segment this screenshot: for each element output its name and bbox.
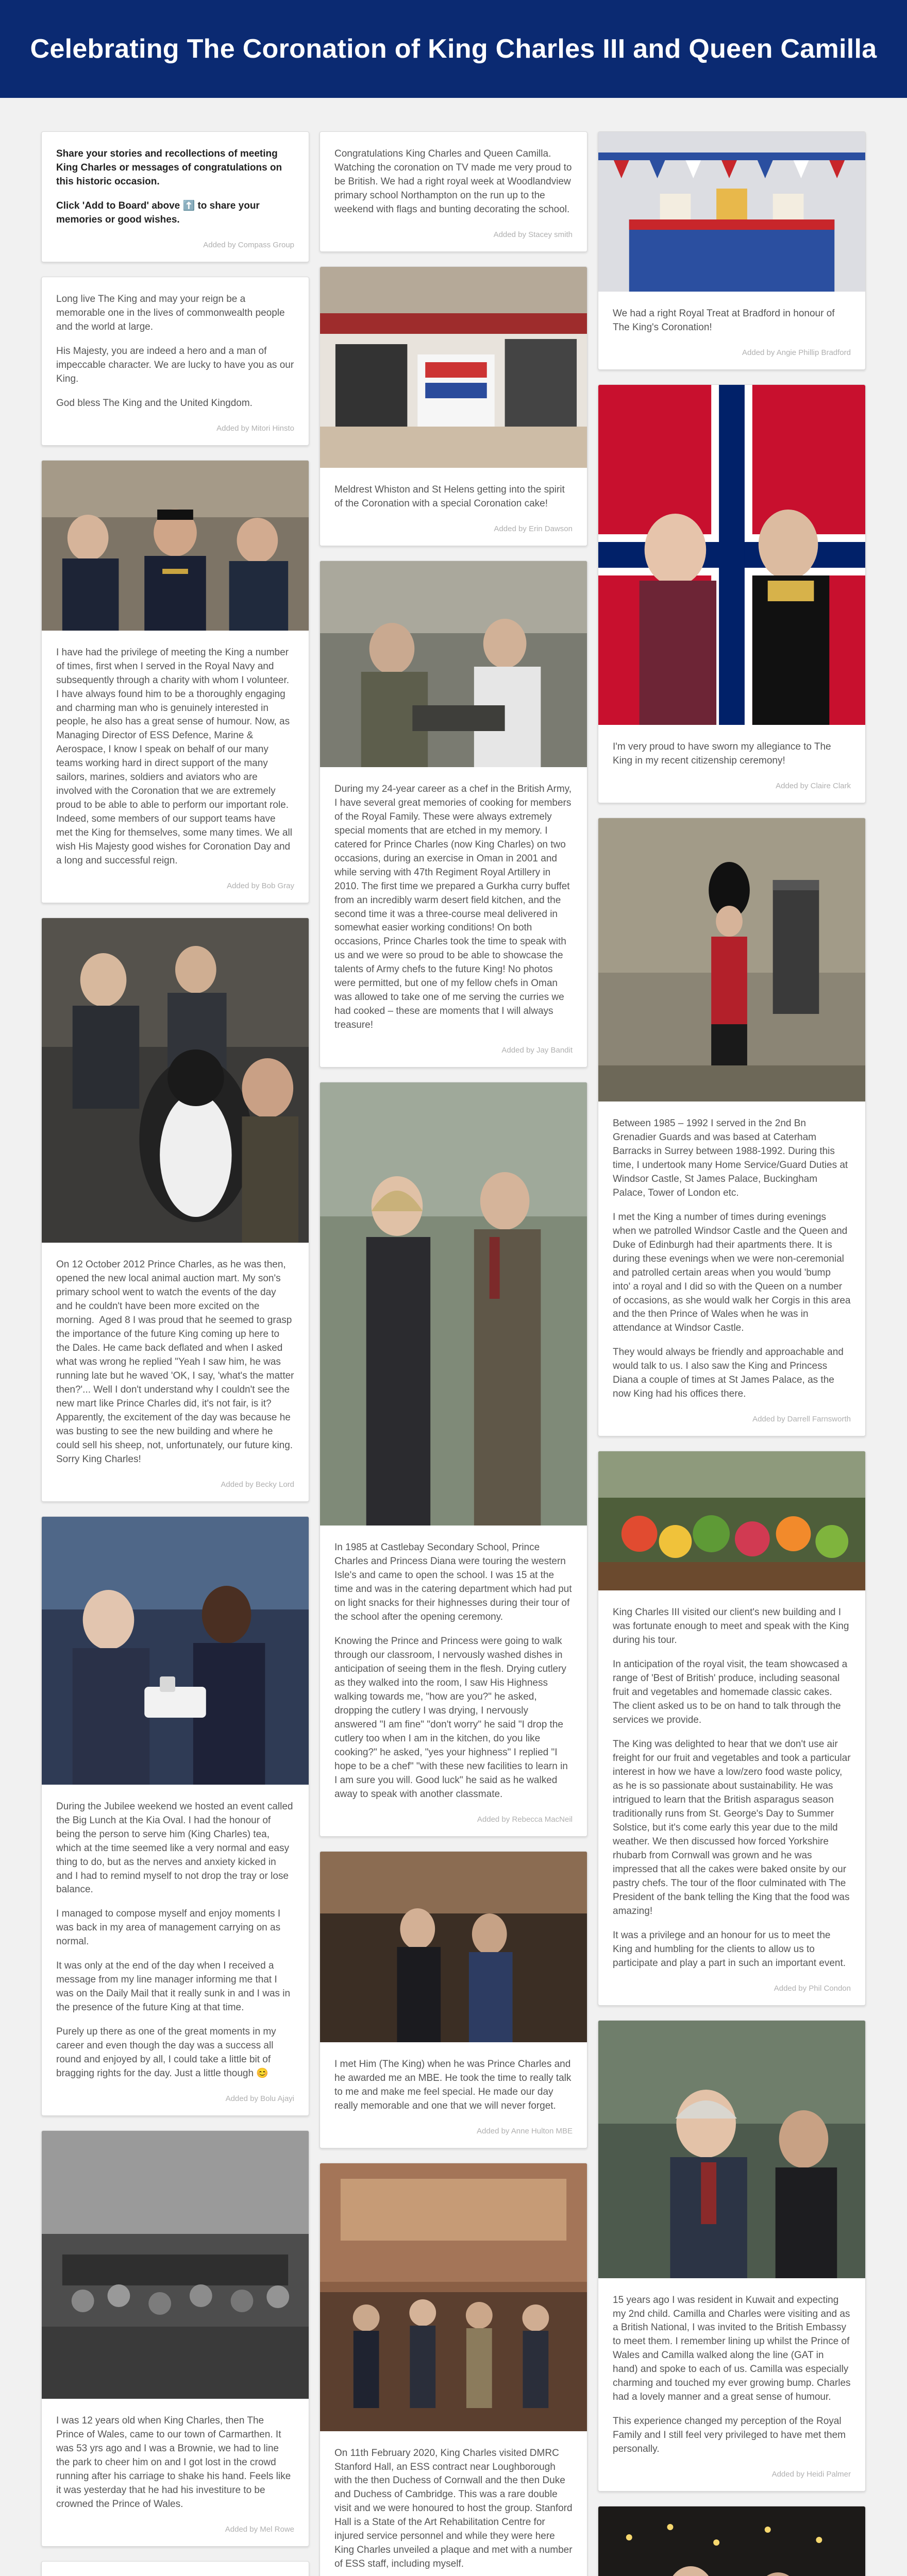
post-author: Added by Mel Rowe bbox=[225, 2524, 294, 2534]
post-body bbox=[42, 1243, 309, 1475]
post-card-woodlands[interactable] bbox=[320, 131, 587, 252]
post-paragraph: I managed to compose myself and enjoy moments I was back in my area of management carrying on as normal. bbox=[56, 1908, 283, 1947]
post-card-grenadier[interactable] bbox=[598, 818, 866, 1436]
post-author: Added by Heidi Palmer bbox=[771, 2470, 851, 2479]
penguin-photo[interactable] bbox=[42, 918, 309, 1243]
post-body bbox=[320, 2042, 587, 2122]
post-body bbox=[598, 292, 865, 343]
column-middle bbox=[320, 131, 587, 2576]
post-body bbox=[598, 2278, 865, 2465]
post-paragraph: 15 years ago I was resident in Kuwait and expecting my 2nd child. Camilla and Charles were visiting and as a British National, I was invited to the British Embassy to meet them. I remember lining up whilst the Prince of Wales and Camilla walked along the line (GAT in hand) and spoke to each of us. Camilla was especially charming and touched my ever growing bump. Charles had a lovely manner and a great sense of humour. bbox=[613, 2294, 853, 2403]
post-paragraph: The King was delighted to hear that we don't use air freight for our fruit and vegetables and took a particular interest in how we have a low/zero food waste policy, as he is so passionate about sustainability. He was intrigued to learn that the British asparagus season traditionally runs from St. George's Day to Summer Solstice, but it's come early this year due to the mild weather. We then discussed how forced Yorkshire rhubarb from Cornwall was grown and he was impressed that all the cakes were baked onsite by our pastry chefs. The tour of the floor culminated with The President of the bank telling the King that the food was amazing! bbox=[613, 1739, 853, 1917]
post-card-privilege[interactable] bbox=[41, 460, 309, 904]
post-paragraph: Share your stories and recollections of meeting King Charles or messages of congratulations on this historic occasion. bbox=[56, 148, 285, 187]
post-paragraph: In anticipation of the royal visit, the team showcased a range of 'Best of British' produce, including seasonal fruit and vegetables and homemade classic cakes. The client asked us to be on hand to talk through the services we provide. bbox=[613, 1659, 850, 1726]
post-paragraph: In 1985 at Castlebay Secondary School, Prince Charles and Princess Diana were touring the western Isle's and came to open the school. I was 15 at the time and was in the catering department which had put on light snacks for their highnesses during their tour of the school after the opening ceremony. bbox=[334, 1542, 575, 1623]
grenadier-guard-photo[interactable] bbox=[598, 818, 865, 1101]
carmarthen-crowd-photo[interactable] bbox=[42, 2131, 309, 2399]
post-paragraph: Knowing the Prince and Princess were going to walk through our classroom, I nervously washed dishes in anticipation of seeing them in the flesh. Drying cutlery as they walked into the room, I saw His Highness walking towards me, "how are you?" he asked, dropping the cutlery I was drying, I nervously answered "I am fine" "don't worry" he said "I drop the cutlery too when I am in the kitchen, do you like cooking?" he asked, "yes your highness" I replied "I hope to be a chef" "with these new facilities to learn in I am sure you will. Good luck" he said as he walked away to speak with another classmate. bbox=[334, 1636, 571, 1800]
post-card-christmas[interactable] bbox=[598, 2506, 866, 2576]
post-card-army-chef[interactable] bbox=[320, 561, 587, 1067]
post-card-kuwait[interactable] bbox=[598, 2020, 866, 2492]
post-card-stanford[interactable] bbox=[320, 2163, 587, 2576]
post-body bbox=[320, 468, 587, 519]
post-paragraph: I met Him (The King) when he was Prince Charles and he awarded me an MBE. He took the time to really talk to me and make me feel special. He made our day really memorable and one that we will never forget. bbox=[334, 2058, 574, 2111]
post-author: Added by Mitori Hinsto bbox=[216, 423, 294, 433]
jubilee-lunch-photo[interactable] bbox=[42, 1517, 309, 1785]
post-author: Added by Compass Group bbox=[203, 240, 294, 249]
post-card-mbe[interactable] bbox=[320, 1851, 587, 2148]
post-body bbox=[320, 2431, 587, 2576]
post-author: Added by Phil Condon bbox=[774, 1984, 851, 1993]
post-author: Added by Anne Hulton MBE bbox=[477, 2126, 573, 2136]
post-paragraph: I'm very proud to have sworn my allegiance to The King in my recent citizenship ceremony! bbox=[613, 741, 834, 766]
post-paragraph: Meldrest Whiston and St Helens getting into the spirit of the Coronation with a special Coronation cake! bbox=[334, 484, 568, 509]
post-paragraph: God bless The King and the United Kingdom. bbox=[56, 397, 253, 409]
post-body bbox=[598, 725, 865, 776]
post-card-carmarthen[interactable] bbox=[41, 2130, 309, 2547]
post-paragraph: I have had the privilege of meeting the King a number of times, first when I served in the Royal Navy and subsequently through a charity with whom I volunteer. I have always found him to be a thoroughly engaging and charming man who is genuinely interested in people, he also has a great sense of humour. Now, as Managing Director of ESS Defence, Marine & Aerospace, I know I speak on behalf of our many teams working hard in direct support of the many sailors, marines, soldiers and aviators who are involved with the Coronation that we are extremely proud to be able to able to perform our important role. Indeed, some members of our support teams have met the King for themselves, some many times. We all wish His Majesty good wishes for Coronation Day and a long and successful reign. bbox=[56, 647, 295, 867]
post-paragraph: It was only at the end of the day when I received a message from my line manager informing me that I was on the Daily Mail that it really sunk in and I was in the presence of the future King at that time. bbox=[56, 1960, 293, 2013]
post-card-polo[interactable] bbox=[41, 2561, 309, 2576]
post-paragraph: During my 24-year career as a chef in the British Army, I have several great memories of cooking for members of the Royal Family. These were always extremely special moments that are etched in my memory. I catered for Prince Charles (now King Charles) on two occasions, during an exercise in Oman in 2001 and while serving with 47th Regiment Royal Artillery in 2010. The first time we prepared a Gurkha curry buffet from an incredibly warm desert field kitchen, and the second time it was a three-course meal delivered in somewhat easier working conditions! On both occasions, Prince Charles took the time to speak with us and we were so proud to be able to showcase the talents of Army chefs to the future King! No photos were permitted, but one of my fellow chefs in Oman was allowed to take one of me serving the curries we had cooked – these are moments that I will always treasure! bbox=[334, 783, 575, 1031]
post-card-castlebay[interactable] bbox=[320, 1082, 587, 1836]
post-body bbox=[42, 132, 309, 235]
post-card-citizenship[interactable] bbox=[598, 384, 866, 803]
post-paragraph: We had a right Royal Treat at Bradford in honour of The King's Coronation! bbox=[613, 308, 837, 333]
post-card-meldrest[interactable] bbox=[320, 266, 587, 546]
post-author: Added by Stacey smith bbox=[493, 230, 573, 239]
post-body bbox=[42, 631, 309, 877]
post-author: Added by Rebecca MacNeil bbox=[477, 1815, 573, 1824]
column-left bbox=[41, 131, 309, 2576]
post-paragraph: King Charles III visited our client's new building and I was fortunate enough to meet and speak with the King during his tour. bbox=[613, 1607, 852, 1646]
post-body bbox=[42, 277, 309, 419]
post-body bbox=[320, 1526, 587, 1809]
stanford-hall-photo[interactable] bbox=[320, 2163, 587, 2431]
post-card-bank[interactable] bbox=[598, 1451, 866, 2005]
post-paragraph: His Majesty, you are indeed a hero and a man of impeccable character. We are lucky to have you as our King. bbox=[56, 345, 297, 384]
kuwait-meeting-photo[interactable] bbox=[598, 2021, 865, 2278]
post-paragraph: Between 1985 – 1992 I served in the 2nd Bn Grenadier Guards and was based at Caterham Barracks in Surrey between 1988-1992. During this time, I undertook many Home Service/Guard Duties at Windsor Castle, St James Palace, Buckingham Palace, Tower of London etc. bbox=[613, 1117, 851, 1198]
post-body bbox=[42, 1785, 309, 2089]
post-paragraph: Long live The King and may your reign be a memorable one in the lives of commonwealth people and the world at large. bbox=[56, 293, 288, 332]
navy-officers-photo[interactable] bbox=[42, 461, 309, 631]
post-paragraph: It was a privilege and an honour for us to meet the King and humbling for the clients to allow us to participate and play a part in such an important event. bbox=[613, 1929, 846, 1969]
post-paragraph: They would always be friendly and approachable and would talk to us. I also saw the King and Princess Diana a couple of times at St James Palace, as the now King had his offices there. bbox=[613, 1347, 847, 1400]
post-author: Added by Bob Gray bbox=[227, 882, 294, 891]
post-card-long-live[interactable] bbox=[41, 277, 309, 446]
bradford-bunting-photo[interactable] bbox=[598, 132, 865, 292]
post-paragraph: I met the King a number of times during evenings when we patrolled Windsor Castle and the Queen and Duke of Edinburgh had their apartments there. It is during these evenings when we were non-ceremonial and patrolled certain areas when you would 'bump into' a royal and I did so with the Queen on a number of occasions, as she would walk her Corgis in this area and the then Prince of Wales when he was in attendance at Windsor Castle. bbox=[613, 1211, 853, 1334]
oman-kitchen-photo[interactable] bbox=[320, 561, 587, 767]
post-paragraph: This experience changed my perception of the Royal Family and I still feel very privileged to have met them personally. bbox=[613, 2416, 849, 2455]
post-body bbox=[42, 2562, 309, 2576]
mbe-award-photo[interactable] bbox=[320, 1852, 587, 2042]
post-card-jubilee[interactable] bbox=[41, 1516, 309, 2116]
post-author: Added by Erin Dawson bbox=[494, 524, 573, 533]
post-card-auction[interactable] bbox=[41, 918, 309, 1502]
post-paragraph: During the Jubilee weekend we hosted an event called the Big Lunch at the Kia Oval. I had the honour of being the person to serve him (King Charles) tea, which at the time seemed like a very normal and easy thing to do, but as the nerves and anxiety kicked in and I had to remind myself to not drop the tray or lose balance. bbox=[56, 1801, 296, 1895]
post-body bbox=[42, 2399, 309, 2520]
column-right bbox=[598, 131, 866, 2576]
christmas-lights-photo[interactable] bbox=[598, 2506, 865, 2576]
produce-stand-photo[interactable] bbox=[598, 1451, 865, 1590]
post-card-intro[interactable] bbox=[41, 131, 309, 262]
citizenship-photo[interactable] bbox=[598, 385, 865, 725]
post-card-bradford[interactable] bbox=[598, 131, 866, 370]
post-author: Added by Jay Bandit bbox=[501, 1046, 573, 1055]
post-author: Added by Angie Phillip Bradford bbox=[742, 348, 851, 357]
post-author: Added by Becky Lord bbox=[221, 1480, 294, 1489]
coronation-cake-photo[interactable] bbox=[320, 267, 587, 468]
post-body bbox=[320, 132, 587, 225]
post-body bbox=[598, 1590, 865, 1978]
post-paragraph: On 12 October 2012 Prince Charles, as he was then, opened the new local animal auction mart. My son's primary school went to watch the events of the day and he couldn't have been more excited on the morning. Aged 8 I was proud that he seemed to grasp the importance of the future King coming up here to the Dales. He came back deflated and when I asked what was wrong he replied "Yeah I saw him, he was running late but he waved 'OK, I say, 'what's the matter then?'... Well I don't understand why I couldn't see the new mart like Prince Charles did, it's not fair, is it? Apparently, the excitement of the day was because he was busting to see the new building and where he could sell his sheep, not, unfortunately, our future king. Sorry King Charles! bbox=[56, 1259, 297, 1465]
post-author: Added by Bolu Ajayi bbox=[225, 2094, 294, 2104]
post-paragraph: Click 'Add to Board' above ⬆️ to share your memories or good wishes. bbox=[56, 200, 263, 225]
post-paragraph: Congratulations King Charles and Queen Camilla. Watching the coronation on TV made me very proud to be British. We had a right royal week at Woodlandview primary school Northampton on the run up to the weekend with flags and bunting decorating the school. bbox=[334, 148, 575, 215]
page-title: Celebrating The Coronation of King Charles III and Queen Camilla bbox=[30, 34, 877, 64]
post-body bbox=[598, 1101, 865, 1410]
post-paragraph: Purely up there as one of the great moments in my career and even though the day was a success all round and enjoyed by all, I could take a little bit of bragging rights for the day. Just a little though 😊 bbox=[56, 2026, 279, 2079]
post-author: Added by Claire Clark bbox=[776, 781, 851, 790]
post-body bbox=[320, 767, 587, 1041]
post-paragraph: I was 12 years old when King Charles, then The Prince of Wales, came to our town of Carmarthen. It was 53 yrs ago and I was a Brownie, we had to line the park to cheer him on and I got lost in the crowd running after his carriage to shake his hand. Feels like it was yesterday that he had his investiture to be crowned the Prince of Wales. bbox=[56, 2415, 294, 2510]
castlebay-visit-photo[interactable] bbox=[320, 1082, 587, 1526]
post-paragraph: On 11th February 2020, King Charles visited DMRC Stanford Hall, an ESS contract near Loughborough with the then Duchess of Cornwall and the then Duke and Duchess of Cambridge. This was a rare double visit and we were honoured to host the group. Stanford Hall is a State of the Art Rehabilitation Centre for injured service personnel and while they were here King Charles unveiled a plaque and met with a number of ESS staff, including myself. bbox=[334, 2447, 575, 2570]
post-author: Added by Darrell Farnsworth bbox=[752, 1415, 851, 1424]
page-header bbox=[0, 0, 907, 98]
